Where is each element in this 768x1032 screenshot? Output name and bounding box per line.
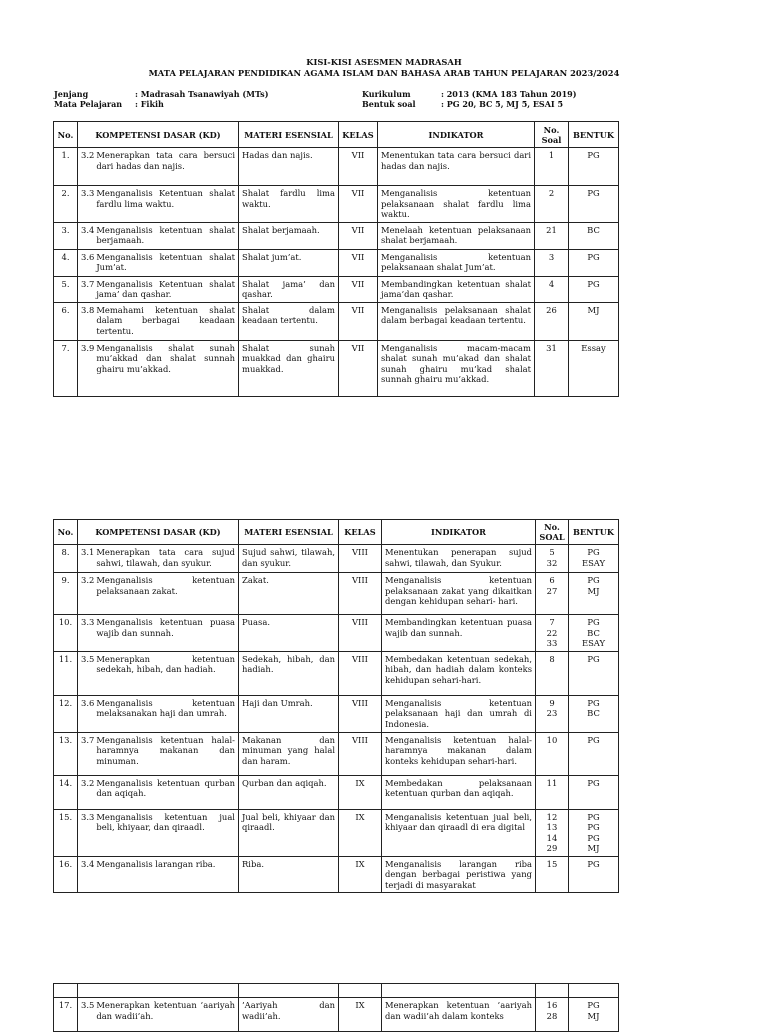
bentuk-cell: PG	[569, 148, 619, 186]
kd-code: 3.8	[81, 304, 95, 315]
indikator-cell: Menganalisis larangan riba dengan berbagai peristiwa yang terjadi di masyarakat	[382, 856, 536, 893]
kisi-table-1	[53, 121, 619, 397]
row-number: 1.	[54, 148, 78, 186]
table-row	[54, 998, 619, 1032]
bentuk: MJ	[587, 585, 600, 596]
bentuk-soal-label: Bentuk soal	[362, 99, 416, 109]
no-soal: 5	[549, 547, 555, 557]
row-number: 10.	[54, 615, 78, 652]
kd-text: Menganalisis larangan riba.	[96, 858, 216, 869]
no-soal: 9	[549, 697, 555, 708]
materi-cell: Shalat jum’at.	[239, 249, 339, 276]
col-no: No.	[54, 122, 78, 148]
indikator-cell: Menganalisis macam-macam shalat sunah mu’akad dan shalat sunah ghairu mu’kad shalat sunnah ghairu mu’akkad.	[378, 340, 535, 396]
row-number: 2.	[54, 186, 78, 223]
bentuk: PG	[587, 1000, 600, 1010]
kd-cell	[78, 186, 239, 223]
table-header-row	[54, 122, 619, 148]
table-row	[54, 545, 619, 573]
kd-text: Menganalisis Ketentuan shalat jama’ dan qashar.	[96, 278, 235, 299]
row-number: 8.	[54, 545, 78, 573]
no-soal-cell	[536, 856, 569, 893]
kelas-cell: VIII	[339, 732, 382, 775]
bentuk-cell: BC	[569, 222, 619, 249]
no-soal-cell	[536, 615, 569, 652]
no-soal-cell	[536, 809, 569, 856]
table-row	[54, 856, 619, 893]
kd-cell	[78, 545, 239, 573]
kd-code: 3.6	[81, 697, 95, 708]
kd-code: 3.1	[81, 547, 95, 557]
bentuk-cell: PG	[569, 249, 619, 276]
kelas-cell: IX	[339, 998, 382, 1032]
document-title: KISI-KISI ASESMEN MADRASAH	[306, 57, 462, 67]
kisi-table-3	[53, 983, 619, 1032]
bentuk: PG	[587, 575, 600, 585]
table-row	[54, 615, 619, 652]
kelas-cell: VII	[339, 249, 378, 276]
kurikulum-label: Kurikulum	[362, 89, 411, 99]
kd-text: Menganalisis ketentuan shalat berjamaah.	[96, 224, 235, 245]
kd-cell	[78, 809, 239, 856]
materi-cell: Shalat sunah muakkad dan ghairu muakkad.	[239, 340, 339, 396]
col-kelas: KELAS	[339, 122, 378, 148]
table-row	[54, 302, 619, 340]
table-row	[54, 186, 619, 223]
kelas-cell: VII	[339, 276, 378, 302]
no-soal: 8	[549, 653, 555, 664]
no-soal-cell: 31	[535, 340, 569, 396]
no-soal: 12	[546, 811, 558, 822]
kd-text: Menerapkan ketentuan sedekah, hibah, dan hadiah.	[96, 653, 235, 674]
materi-cell: Qurban dan aqiqah.	[239, 775, 339, 809]
kd-cell	[78, 222, 239, 249]
kelas-cell: IX	[339, 775, 382, 809]
bentuk: PG	[587, 547, 600, 557]
indikator-cell: Menentukan tata cara bersuci dari hadas dan najis.	[378, 148, 535, 186]
kd-text: Menganalisis ketentuan pelaksanaan zakat.	[96, 575, 235, 596]
kd-code: 3.2	[81, 575, 95, 585]
no-soal: 11	[546, 777, 558, 788]
materi-cell: Makanan dan minuman yang halal dan haram.	[239, 732, 339, 775]
kd-code: 3.3	[81, 811, 95, 822]
bentuk: ESAY	[581, 638, 606, 648]
no-soal-cell	[536, 775, 569, 809]
no-soal-cell: 26	[535, 302, 569, 340]
indikator-cell: Menerapkan ketentuan ’aariyah dan wadii’ah dalam konteks	[382, 998, 536, 1032]
materi-cell: Puasa.	[239, 615, 339, 652]
col-bentuk: BENTUK	[569, 122, 619, 148]
kd-text: Menganalisis ketentuan melaksanakan haji dan umrah.	[96, 697, 235, 718]
bentuk-cell: Essay	[569, 340, 619, 396]
col-kelas: KELAS	[339, 520, 382, 545]
bentuk-cell	[569, 732, 619, 775]
indikator-cell: Menganalisis ketentuan pelaksanaan zakat yang dikaitkan dengan kehidupan sehari- hari.	[382, 573, 536, 615]
no-soal: 7	[549, 617, 555, 627]
bentuk: PG	[587, 777, 600, 788]
bentuk-cell: PG	[569, 276, 619, 302]
table-header-row	[54, 520, 619, 545]
kelas-cell: VII	[339, 222, 378, 249]
no-soal: 27	[546, 585, 558, 596]
kd-text: Menerapkan tata cara bersuci dari hadas dan najis.	[96, 150, 235, 171]
row-number: 5.	[54, 276, 78, 302]
kd-text: Menganalisis ketentuan halal-haramnya makanan dan minuman.	[96, 734, 235, 766]
indikator-cell: Menganalisis ketentuan pelaksanaan shalat Jum’at.	[378, 249, 535, 276]
materi-cell: Zakat.	[239, 573, 339, 615]
kelas-cell: VII	[339, 340, 378, 396]
kd-cell	[78, 615, 239, 652]
bentuk-cell	[569, 695, 619, 732]
bentuk-cell	[569, 545, 619, 573]
kurikulum-value: : 2013 (KMA 183 Tahun 2019)	[441, 89, 577, 99]
bentuk: MJ	[587, 1010, 600, 1021]
table-row	[54, 732, 619, 775]
kd-cell	[78, 775, 239, 809]
no-soal: 33	[546, 638, 558, 648]
kd-code: 3.7	[81, 278, 95, 289]
no-soal: 16	[546, 1000, 558, 1010]
kd-text: Memahami ketentuan shalat dalam berbagai keadaan tertentu.	[96, 304, 235, 336]
no-soal-cell: 4	[535, 276, 569, 302]
table-header-row	[54, 984, 619, 998]
materi-cell: Sedekah, hibah, dan hadiah.	[239, 651, 339, 695]
no-soal-cell	[536, 695, 569, 732]
kd-code: 3.3	[81, 188, 95, 198]
kd-code: 3.2	[81, 150, 95, 160]
kd-text: Menerapkan tata cara sujud sahwi, tilawah, dan syukur.	[96, 547, 235, 568]
no-soal-cell: 3	[535, 249, 569, 276]
indikator-cell: Menganalisis ketentuan halal-haramnya makanan dalam konteks kehidupan sehari-hari.	[382, 732, 536, 775]
kd-code: 3.2	[81, 777, 95, 788]
table-row	[54, 340, 619, 396]
no-soal: 13	[546, 822, 558, 832]
no-soal-cell: 21	[535, 222, 569, 249]
kelas-cell: IX	[339, 809, 382, 856]
materi-cell: Riba.	[239, 856, 339, 893]
no-soal-cell	[536, 732, 569, 775]
col-indikator: INDIKATOR	[382, 520, 536, 545]
table-row	[54, 148, 619, 186]
bentuk-cell	[569, 573, 619, 615]
mapel-label: Mata Pelajaran	[54, 99, 123, 109]
row-number: 4.	[54, 249, 78, 276]
kd-cell	[78, 651, 239, 695]
table-row	[54, 276, 619, 302]
kd-cell	[78, 856, 239, 893]
bentuk: PG	[587, 832, 600, 843]
bentuk: MJ	[587, 843, 600, 853]
bentuk-cell: MJ	[569, 302, 619, 340]
materi-cell: Shalat dalam keadaan tertentu.	[239, 302, 339, 340]
no-soal: 22	[546, 627, 558, 638]
bentuk-cell: PG	[569, 186, 619, 223]
bentuk-cell	[569, 856, 619, 893]
indikator-cell: Membandingkan ketentuan shalat jama’dan qashar.	[378, 276, 535, 302]
bentuk-soal-value: : PG 20, BC 5, MJ 5, ESAI 5	[441, 99, 564, 109]
indikator-cell: Membedakan pelaksanaan ketentuan qurban dan aqiqah.	[382, 775, 536, 809]
kd-code: 3.4	[81, 224, 95, 235]
materi-cell: Shalat berjamaah.	[239, 222, 339, 249]
kd-code: 3.6	[81, 251, 95, 262]
bentuk-cell	[569, 615, 619, 652]
kisi-table-2	[53, 519, 619, 893]
row-number: 9.	[54, 573, 78, 615]
bentuk-cell	[569, 998, 619, 1032]
no-soal-cell: 2	[535, 186, 569, 223]
kd-code: 3.9	[81, 342, 95, 353]
table-row	[54, 695, 619, 732]
kd-code: 3.3	[81, 617, 95, 627]
materi-cell: Sujud sahwi, tilawah, dan syukur.	[239, 545, 339, 573]
kd-cell	[78, 573, 239, 615]
no-soal: 6	[549, 575, 555, 585]
no-soal: 28	[546, 1010, 558, 1021]
kelas-cell: VIII	[339, 615, 382, 652]
kd-cell	[78, 998, 239, 1032]
no-soal: 23	[546, 708, 558, 718]
kelas-cell: VIII	[339, 545, 382, 573]
kd-code: 3.5	[81, 1000, 95, 1010]
table-row	[54, 651, 619, 695]
kd-text: Menganalisis ketentuan qurban dan aqiqah.	[96, 777, 235, 798]
col-kd: KOMPETENSI DASAR (KD)	[78, 520, 239, 545]
col-materi: MATERI ESENSIAL	[239, 122, 339, 148]
table-row	[54, 775, 619, 809]
kd-text: Menganalisis ketentuan jual beli, khiyaar, dan qiraadl.	[96, 811, 235, 832]
col-no-soal: No. SOAL	[536, 520, 569, 545]
mapel-value: : Fikih	[135, 99, 164, 109]
kd-text: Menganalisis ketentuan shalat Jum’at.	[96, 251, 235, 272]
no-soal: 15	[546, 858, 558, 869]
kelas-cell: VIII	[339, 573, 382, 615]
no-soal-cell	[536, 651, 569, 695]
materi-cell: Hadas dan najis.	[239, 148, 339, 186]
bentuk: PG	[587, 697, 600, 708]
row-number: 6.	[54, 302, 78, 340]
document-subtitle: MATA PELAJARAN PENDIDIKAN AGAMA ISLAM DAN BAHASA ARAB TAHUN PELAJARAN 2023/2024	[148, 68, 620, 78]
kd-text: Menganalisis Ketentuan shalat fardlu lima waktu.	[96, 188, 235, 209]
col-bentuk: BENTUK	[569, 520, 619, 545]
kd-cell	[78, 276, 239, 302]
indikator-cell: Menganalisis pelaksanaan shalat dalam berbagai keadaan tertentu.	[378, 302, 535, 340]
kd-cell	[78, 249, 239, 276]
col-no: No.	[54, 520, 78, 545]
kelas-cell: IX	[339, 856, 382, 893]
kd-code: 3.5	[81, 653, 95, 664]
row-number: 3.	[54, 222, 78, 249]
no-soal: 10	[546, 734, 558, 745]
bentuk: PG	[587, 734, 600, 745]
bentuk: BC	[587, 627, 600, 638]
table-row	[54, 573, 619, 615]
bentuk: PG	[587, 822, 600, 832]
kd-text: Menganalisis ketentuan puasa wajib dan sunnah.	[96, 617, 235, 638]
materi-cell: ’Aariyah dan wadii’ah.	[239, 998, 339, 1032]
row-number: 13.	[54, 732, 78, 775]
bentuk-cell	[569, 651, 619, 695]
indikator-cell: Menentukan penerapan sujud sahwi, tilawah, dan Syukur.	[382, 545, 536, 573]
row-number: 12.	[54, 695, 78, 732]
col-no-soal: No. Soal	[535, 122, 569, 148]
col-materi: MATERI ESENSIAL	[239, 520, 339, 545]
row-number: 14.	[54, 775, 78, 809]
kd-cell	[78, 148, 239, 186]
indikator-cell: Menelaah ketentuan pelaksanaan shalat berjamaah.	[378, 222, 535, 249]
table-row	[54, 809, 619, 856]
materi-cell: Jual beli, khiyaar dan qiraadl.	[239, 809, 339, 856]
kelas-cell: VII	[339, 302, 378, 340]
materi-cell: Shalat fardlu lima waktu.	[239, 186, 339, 223]
kd-cell	[78, 732, 239, 775]
row-number: 7.	[54, 340, 78, 396]
row-number: 15.	[54, 809, 78, 856]
indikator-cell: Membedakan ketentuan sedekah, hibah, dan hadiah dalam konteks kehidupan sehari-hari.	[382, 651, 536, 695]
col-indikator: INDIKATOR	[378, 122, 535, 148]
kd-cell	[78, 302, 239, 340]
kd-text: Menganalisis shalat sunah mu’akkad dan shalat sunnah ghairu mu’akkad.	[96, 342, 235, 374]
no-soal-cell	[536, 545, 569, 573]
kd-code: 3.7	[81, 734, 95, 745]
kd-cell	[78, 695, 239, 732]
indikator-cell: Menganalisis ketentuan jual beli, khiyaar dan qiraadl di era digital	[382, 809, 536, 856]
bentuk-cell	[569, 809, 619, 856]
kelas-cell: VIII	[339, 651, 382, 695]
bentuk: PG	[587, 858, 600, 869]
kelas-cell: VII	[339, 148, 378, 186]
indikator-cell: Membandingkan ketentuan puasa wajib dan sunnah.	[382, 615, 536, 652]
kd-cell	[78, 340, 239, 396]
no-soal: 32	[546, 557, 558, 568]
indikator-cell: Menganalisis ketentuan pelaksanaan haji dan umrah di Indonesia.	[382, 695, 536, 732]
row-number: 17.	[54, 998, 78, 1032]
table-row	[54, 222, 619, 249]
no-soal-cell	[536, 573, 569, 615]
bentuk: ESAY	[581, 557, 606, 568]
materi-cell: Shalat jama’ dan qashar.	[239, 276, 339, 302]
kd-code: 3.4	[81, 858, 95, 869]
indikator-cell: Menganalisis ketentuan pelaksanaan shalat fardlu lima waktu.	[378, 186, 535, 223]
bentuk: PG	[587, 811, 600, 822]
no-soal: 14	[546, 832, 558, 843]
table-row	[54, 249, 619, 276]
kd-text: Menerapkan ketentuan ’aariyah dan wadii’ah.	[96, 1000, 235, 1021]
no-soal-cell	[536, 998, 569, 1032]
bentuk: PG	[587, 617, 600, 627]
row-number: 16.	[54, 856, 78, 893]
kelas-cell: VIII	[339, 695, 382, 732]
no-soal: 29	[546, 843, 558, 853]
kelas-cell: VII	[339, 186, 378, 223]
col-kd: KOMPETENSI DASAR (KD)	[78, 122, 239, 148]
no-soal-cell: 1	[535, 148, 569, 186]
row-number: 11.	[54, 651, 78, 695]
bentuk: PG	[587, 653, 600, 664]
bentuk-cell	[569, 775, 619, 809]
jenjang-value: : Madrasah Tsanawiyah (MTs)	[135, 89, 269, 99]
bentuk: BC	[587, 708, 600, 718]
materi-cell: Haji dan Umrah.	[239, 695, 339, 732]
jenjang-label: Jenjang	[54, 89, 89, 99]
